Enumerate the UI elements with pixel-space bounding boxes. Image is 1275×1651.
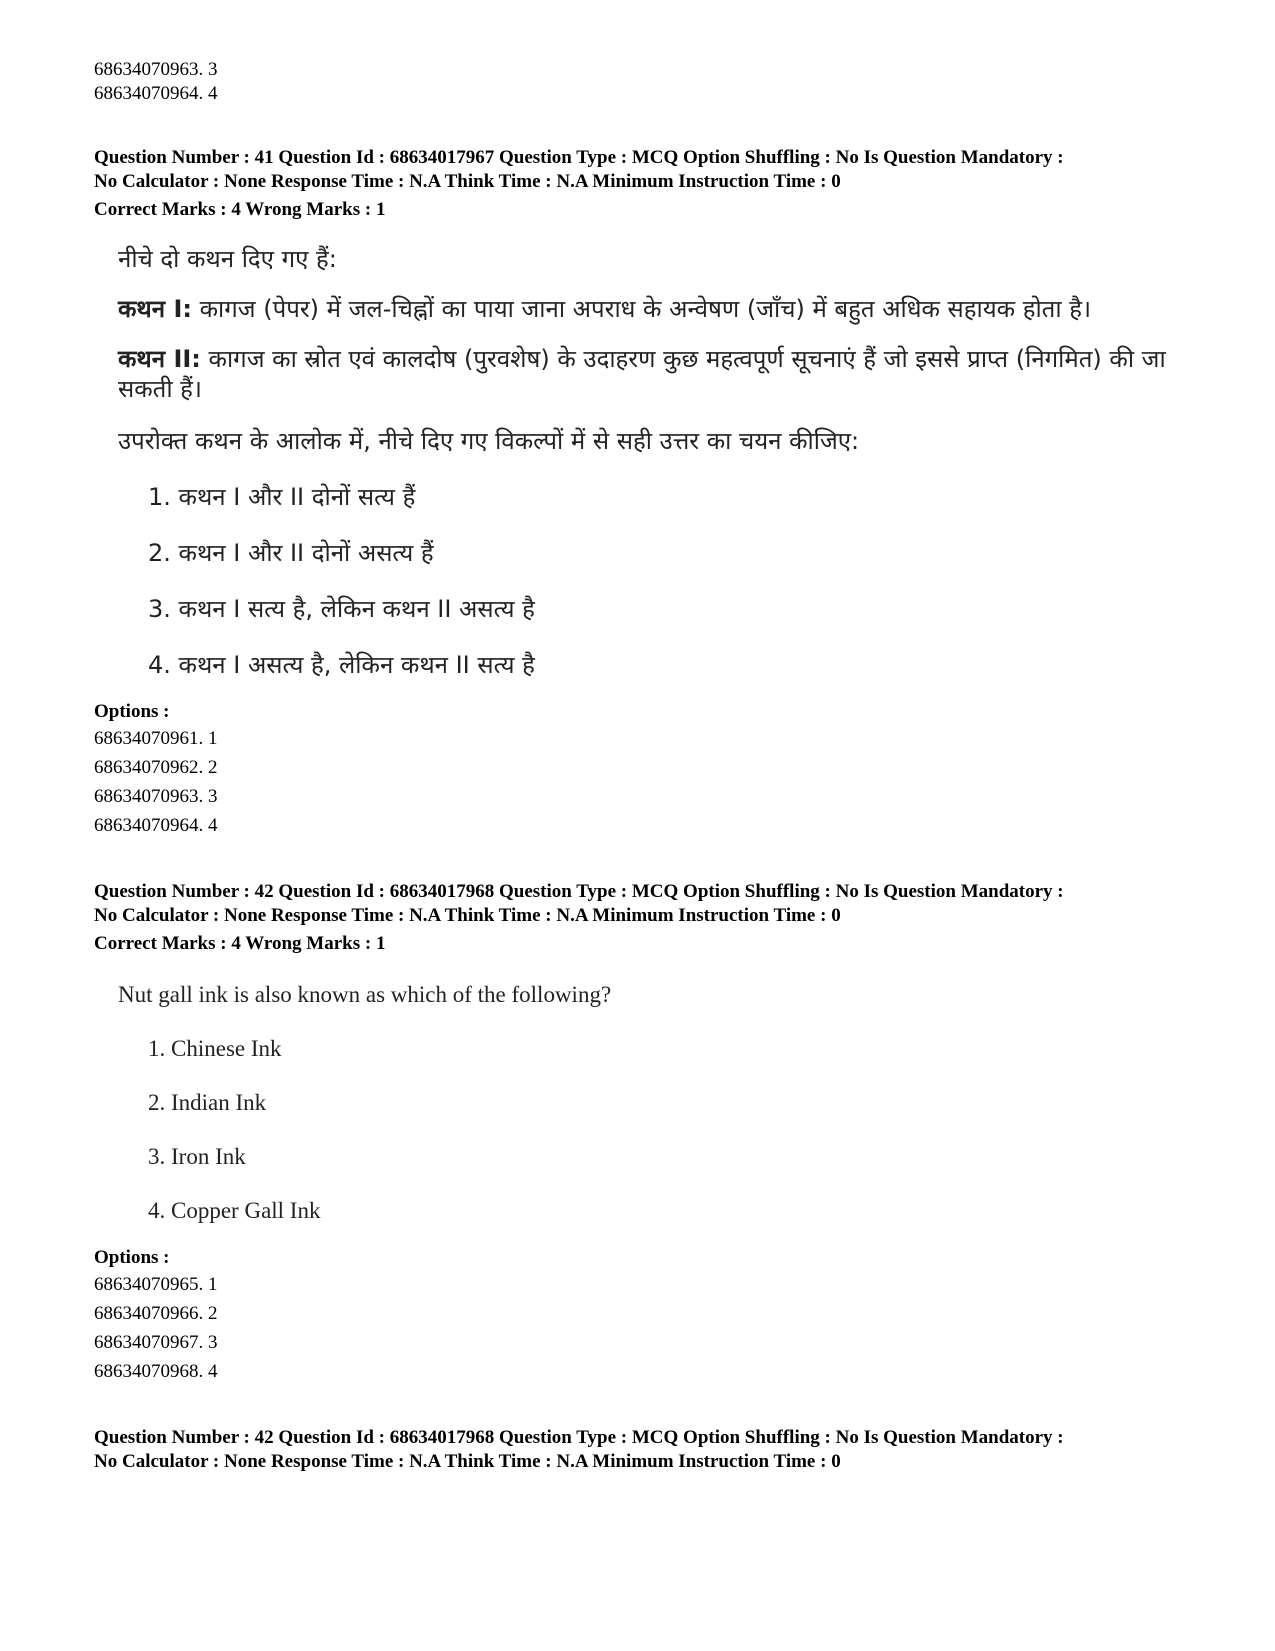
question-meta-line: Question Number : 42 Question Id : 68634017968 Question Type : MCQ Option Shuffling : No Is Question Mandatory :: [94, 1427, 1064, 1448]
option-line: 68634070963. 3: [94, 786, 218, 807]
statement-label: कथन II:: [118, 345, 201, 373]
question-marks: Correct Marks : 4 Wrong Marks : 1: [94, 933, 386, 954]
option-line: 68634070968. 4: [94, 1361, 218, 1382]
question-body: [94, 980, 1204, 1226]
choice-item: 3. Iron Ink: [148, 1144, 246, 1169]
question-body: [94, 244, 1204, 680]
question-prompt: उपरोक्त कथन के आलोक में, नीचे दिए गए विकल्पों में से सही उत्तर का चयन कीजिए:: [118, 427, 860, 455]
document-page: [94, 58, 1204, 1474]
question-meta-line: No Calculator : None Response Time : N.A Think Time : N.A Minimum Instruction Time : 0: [94, 171, 841, 192]
option-line: 68634070963. 3: [94, 59, 218, 80]
choice-item: 4. Copper Gall Ink: [148, 1198, 321, 1223]
statement-label: कथन I:: [118, 295, 192, 323]
options-label: Options :: [94, 1247, 170, 1268]
question-meta-line: No Calculator : None Response Time : N.A Think Time : N.A Minimum Instruction Time : 0: [94, 905, 841, 926]
question-41: [94, 146, 1204, 840]
options-block: [94, 1246, 1204, 1386]
choice-item: 3. कथन I सत्य है, लेकिन कथन II असत्य है: [148, 595, 535, 623]
option-line: 68634070964. 4: [94, 83, 218, 104]
option-line: 68634070967. 3: [94, 1332, 218, 1353]
choice-item: 2. Indian Ink: [148, 1090, 267, 1115]
option-line: 68634070961. 1: [94, 728, 218, 749]
question-meta-line: Question Number : 41 Question Id : 68634017967 Question Type : MCQ Option Shuffling : No Is Question Mandatory :: [94, 147, 1064, 168]
statement-text: कागज का स्रोत एवं कालदोष (पुरवशेष) के उदाहरण कुछ महत्वपूर्ण सूचनाएं हैं जो इससे प्राप्त (निगमित) की जा सकती हैं।: [118, 345, 1166, 403]
options-label: Options :: [94, 701, 170, 722]
choice-item: 2. कथन I और II दोनों असत्य हैं: [148, 539, 434, 567]
choice-list: [118, 1034, 1204, 1226]
option-line: 68634070965. 1: [94, 1274, 218, 1295]
choice-list: [118, 482, 1204, 680]
question-42-repeat: [94, 1426, 1204, 1474]
previous-options-tail: [94, 58, 1204, 106]
choice-item: 4. कथन I असत्य है, लेकिन कथन II सत्य है: [148, 651, 535, 679]
question-intro: नीचे दो कथन दिए गए हैं:: [118, 245, 337, 273]
question-marks: Correct Marks : 4 Wrong Marks : 1: [94, 199, 386, 220]
question-meta-line: No Calculator : None Response Time : N.A Think Time : N.A Minimum Instruction Time : 0: [94, 1451, 841, 1472]
question-meta-line: Question Number : 42 Question Id : 68634017968 Question Type : MCQ Option Shuffling : No Is Question Mandatory :: [94, 881, 1064, 902]
options-block: [94, 700, 1204, 840]
choice-item: 1. Chinese Ink: [148, 1036, 282, 1061]
statement-text: कागज (पेपर) में जल-चिह्नों का पाया जाना अपराध के अन्वेषण (जाँच) में बहुत अधिक सहायक होता है।: [191, 295, 1092, 323]
choice-item: 1. कथन I और II दोनों सत्य हैं: [148, 483, 416, 511]
option-line: 68634070964. 4: [94, 815, 218, 836]
question-text: Nut gall ink is also known as which of the following?: [118, 982, 612, 1007]
option-line: 68634070966. 2: [94, 1303, 218, 1324]
statement-2: [118, 344, 1204, 404]
option-line: 68634070962. 2: [94, 757, 218, 778]
statement-1: [118, 294, 1204, 324]
question-42: [94, 880, 1204, 1386]
